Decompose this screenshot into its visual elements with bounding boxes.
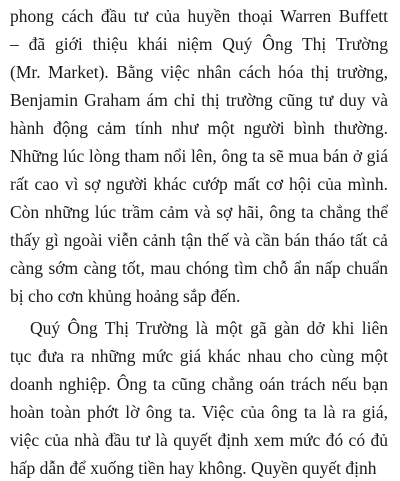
text-line: doanh nghiệp. Ông ta cũng chẳng oán trách nếu bạn [10,374,388,394]
text-line: tục đưa ra những mức giá khác nhau cho cùng một [10,346,389,366]
text-line: Những lúc lòng tham nổi lên, ông ta sẽ mua bán ở giá [10,146,388,166]
text-line: rất cao vì sợ người khác cướp mất cơ hội của mình. [10,174,389,194]
text-line: Quý Ông Thị Trường là một gã gàn dở khi liên [30,318,388,338]
text-line: càng sớm càng tốt, mau chóng tìm chỗ ẩn nấp chuẩn [10,258,389,278]
text-line: – đã giới thiệu khái niệm Quý Ông Thị Trường [10,34,388,54]
text-line: hoàn toàn phớt lờ ông ta. Việc của ông ta là ra giá, [10,402,389,422]
text-line: hấp dẫn để xuống tiền hay không. Quyền quyết định [10,458,377,478]
text-line: phong cách đầu tư của huyền thoại Warren Buffett [10,6,388,26]
text-line: bị cho cơn khủng hoảng sắp đến. [10,286,241,306]
text-line: Benjamin Graham ám chỉ thị trường cũng tư duy và [10,90,389,110]
text-line: việc của nhà đầu tư là quyết định xem mức đó có đủ [10,430,388,450]
text-line: thấy gì ngoài viễn cảnh tận thế và cần bán tháo tất cả [10,230,388,250]
text-line: Còn những lúc trầm cảm và sợ hãi, ông ta chẳng thể [10,202,388,222]
text-line: hành động cảm tính như một người bình thường. [10,118,388,138]
text-line: (Mr. Market). Bằng việc nhân cách hóa thị trường, [10,62,388,82]
